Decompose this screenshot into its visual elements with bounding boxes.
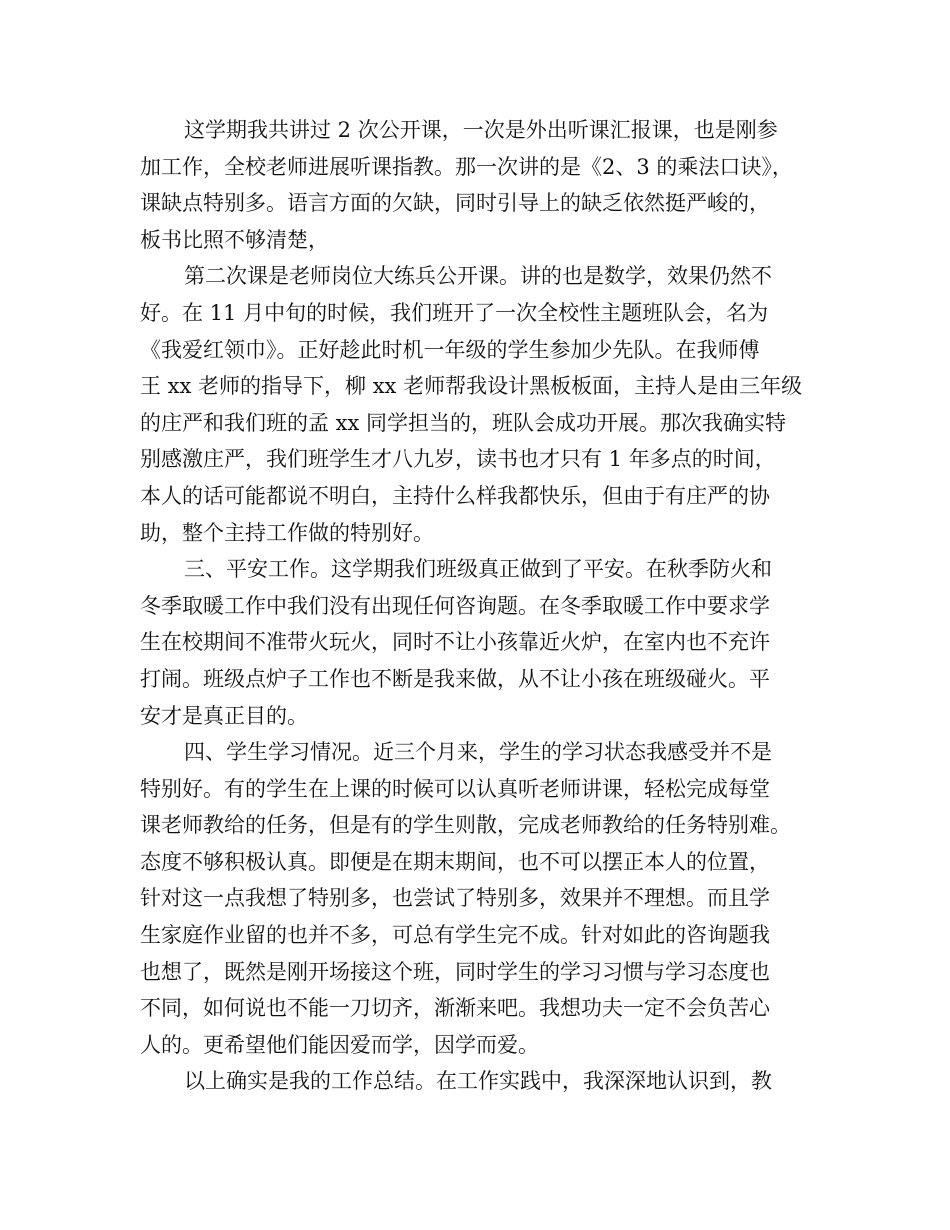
text-line: 别感激庄严，我们班学生才八九岁，读书也才只有 1 年多点的时间， [140,447,776,472]
text-line: 打闹。班级点炉子工作也不断是我来做，从不让小孩在班级碰火。平 [140,666,770,691]
text-line: 王 xx 老师的指导下，柳 xx 老师帮我设计黑板板面，主持人是由三年级 [140,374,803,399]
paragraph-4 [140,734,820,1063]
text-line: 的庄严和我们班的孟 xx 同学担当的，班队会成功开展。那次我确实特 [140,410,787,435]
text-line: 这学期我共讲过 2 次公开课，一次是外出听课汇报课，也是刚参 [184,118,778,142]
text-line: 加工作，全校老师进展听课指教。那一次讲的是《2、3 的乘法口诀》， [140,154,793,179]
text-line: 助，整个主持工作做的特别好。 [140,520,434,545]
text-line: 也想了，既然是刚开场接这个班，同时学生的学习习惯与学习态度也 [140,959,770,984]
text-line: 冬季取暖工作中我们没有出现任何咨询题。在冬季取暖工作中要求学 [140,593,770,618]
text-line: 针对这一点我想了特别多，也尝试了特别多，效果并不理想。而且学 [140,886,770,911]
text-line: 生家庭作业留的也并不多，可总有学生完不成。针对如此的咨询题我 [140,923,770,948]
text-line: 《我爱红领巾》。正好趁此时机一年级的学生参加少先队。在我师傅 [140,337,760,362]
text-line: 第二次课是老师岗位大练兵公开课。讲的也是数学，效果仍然不 [184,264,772,289]
text-line: 课老师教给的任务，但是有的学生则散，完成老师教给的任务特别难。 [140,813,791,838]
text-line: 四、学生学习情况。近三个月来，学生的学习状态我感受并不是 [184,740,772,765]
text-line: 课缺点特别多。语言方面的欠缺，同时引导上的缺乏依然挺严峻的， [140,191,770,216]
paragraph-1 [140,112,820,258]
paragraph-3 [140,551,820,734]
text-line: 态度不够积极认真。即便是在期末期间，也不可以摆正本人的位置， [140,849,770,874]
text-line: 本人的话可能都说不明白，主持什么样我都快乐，但由于有庄严的协 [140,483,770,508]
text-line: 好。在 11 月中旬的时候，我们班开了一次全校性主题班队会，名为 [140,300,769,325]
document-page [140,112,820,1100]
text-line: 板书比照不够清楚， [140,227,329,252]
paragraph-5 [140,1063,820,1100]
text-line: 三、平安工作。这学期我们班级真正做到了平安。在秋季防火和 [184,557,772,582]
text-line: 安才是真正目的。 [140,703,308,728]
text-line: 人的。更希望他们能因爱而学，因学而爱。 [140,1032,539,1057]
text-line: 特别好。有的学生在上课的时候可以认真听老师讲课，轻松完成每堂 [140,776,770,801]
text-line: 不同，如何说也不能一刀切齐，渐渐来吧。我想功夫一定不会负苦心 [140,996,770,1021]
text-line: 生在校期间不准带火玩火，同时不让小孩靠近火炉，在室内也不充许 [140,630,770,655]
paragraph-2 [140,258,820,551]
text-line: 以上确实是我的工作总结。在工作实践中，我深深地认识到，教 [184,1069,772,1094]
